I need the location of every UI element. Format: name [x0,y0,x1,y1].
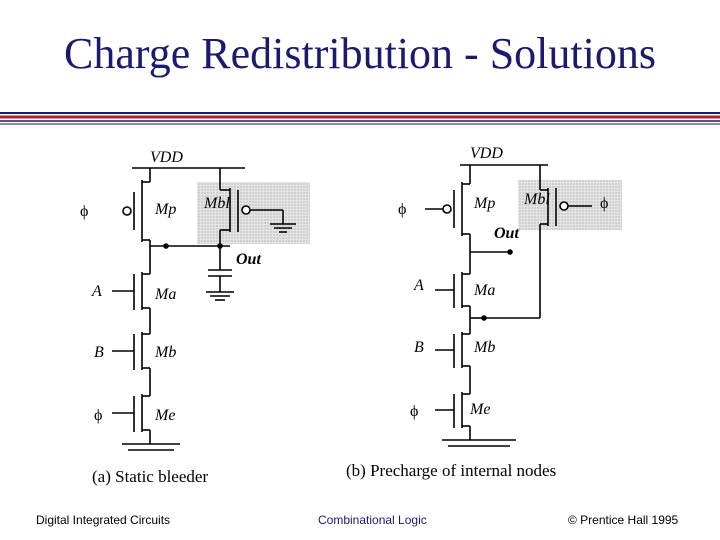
out-label-a: Out [236,251,261,268]
mp-label-b: Mp [474,195,496,212]
phi-right-label-b: ϕ [600,195,609,212]
input-b-label-b: B [414,339,424,356]
slide-title: Charge Redistribution - Solutions [64,29,656,78]
ma-label-b: Ma [474,282,496,299]
input-a-label-b: A [414,277,424,294]
input-a-label-a: A [92,283,102,300]
vdd-label-a: VDD [150,149,183,166]
phi-label-b: ϕ [398,201,407,218]
mp-label-a: Mp [155,201,177,218]
me-label-b: Me [470,401,491,418]
footer-topic: Combinational Logic [318,513,427,527]
mb-label-a: Mb [155,344,177,361]
caption-a: (a) Static bleeder [92,467,209,486]
input-b-label-a: B [94,344,104,361]
vdd-label-b: VDD [470,145,503,162]
caption-b: (b) Precharge of internal nodes [346,461,557,480]
bleeder-shading [197,182,310,244]
phi-lower-label-b: ϕ [410,403,419,420]
footer-course: Digital Integrated Circuits [36,513,171,527]
mbl-label-b: Mbl [524,191,550,208]
ma-label-a: Ma [155,286,177,303]
me-label-a: Me [155,407,176,424]
out-label-b: Out [494,225,519,242]
mb-label-b: Mb [474,339,496,356]
footer-copyright: © Prentice Hall 1995 [568,513,679,527]
mp-transistor [100,168,150,246]
phi-label-a: ϕ [80,203,89,220]
mbl-label-a: Mbl [204,195,230,212]
phi-lower-label-a: ϕ [94,407,103,424]
